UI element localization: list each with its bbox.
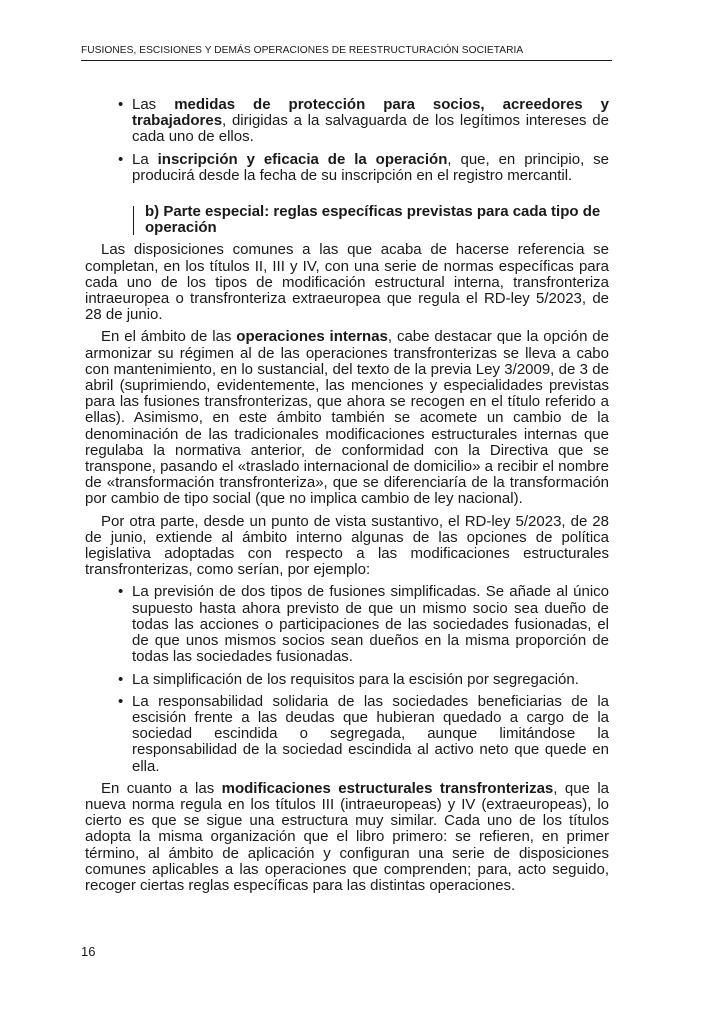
paragraph-2 xyxy=(85,329,609,507)
paragraph-emphasis: modificaciones estructurales transfronterizas xyxy=(221,779,554,797)
running-header: FUSIONES, ESCISIONES Y DEMÁS OPERACIONES DE REESTRUCTURACIÓN SOCIETARIA xyxy=(81,45,524,56)
list-item-text: La simplificación de los requisitos para la escisión por segregación. xyxy=(132,670,579,688)
list-item-emphasis: inscripción y eficacia de la operación xyxy=(157,150,448,168)
list-item xyxy=(85,694,609,775)
paragraph-4 xyxy=(85,781,609,894)
heading-bar xyxy=(133,206,134,235)
list-item-text: La previsión de dos tipos de fusiones simplificadas. Se añade al único supuesto hasta ahora previsto de que un mismo socio sea dueño de todas las acciones o participaciones de las sociedades fusionadas, el de que unos mismos socios sean dueños en la misma proporción de todas las sociedades fusionadas. xyxy=(132,583,609,666)
examples-list xyxy=(85,584,609,774)
section-heading xyxy=(133,204,609,236)
bullet-icon: • xyxy=(118,583,124,601)
list-item xyxy=(85,584,609,665)
list-item xyxy=(85,152,609,184)
paragraph-text: En cuanto a las xyxy=(101,779,222,797)
bullet-icon: • xyxy=(118,150,124,168)
list-item-text: , que, en principio, se producirá desde la fecha de su inscripción en el registro mercantil. xyxy=(132,150,610,184)
bullet-icon: • xyxy=(118,96,124,113)
paragraph-1: Las disposiciones comunes a las que acaba de hacerse referencia se completan, en los títulos II, III y IV, con una serie de normas específicas para cada uno de los tipos de modificación estructural interna, transfronteriza intraeuropea o transfronteriza extraeuropea que regula el RD-ley 5/2023, de 28 de junio. xyxy=(85,241,609,324)
bullet-icon: • xyxy=(118,692,124,710)
paragraph-3: Por otra parte, desde un punto de vista sustantivo, el RD-ley 5/2023, de 28 de junio, extiende al ámbito interno algunas de las opciones de política legislativa adoptadas con respecto a las modificaciones estructurales transfronterizas, como serían, por ejemplo: xyxy=(85,512,609,579)
paragraph-text: , cabe destacar que la opción de armonizar su régimen al de las operaciones transfronterizas se lleva a cabo con mantenimiento, en lo sustancial, del texto de la previa Ley 3/2009, de 3 de abril (suprimiendo, evidentemente, las menciones y especialidades previstas para las fusiones transfronterizas, que ahora se recogen en el título referido a ellas). Asimismo, en este ámbito también se acomete un cambio de la denominación de las tradicionales modificaciones estructurales internas que regulaba la normativa anterior, de conformidad con la Directiva que se transpone, pasando el «traslado internacional de domicilio» a recibir el nombre de «transformación transfronteriza», que se diferenciaría de la transformación por cambio de tipo social (que no implica cambio de ley nacional). xyxy=(85,328,609,508)
page-body xyxy=(85,97,609,894)
paragraph-text: En el ámbito de las xyxy=(101,328,237,346)
list-item-emphasis: medidas de protección para socios, acreedores y trabajadores xyxy=(132,96,609,130)
section-heading-text: b) Parte especial: reglas específicas previstas para cada tipo de operación xyxy=(145,203,601,237)
intro-list xyxy=(85,97,609,184)
list-item xyxy=(85,97,609,146)
list-item-text: La responsabilidad solidaria de las sociedades beneficiarias de la escisión frente a las deudas que hubieran quedado a cargo de la sociedad escindida o segregada, aunque limitándose la responsabilidad de la sociedad escindida al activo neto que quede en ella. xyxy=(132,692,609,775)
list-item-text: La xyxy=(132,150,158,168)
paragraph-emphasis: operaciones internas xyxy=(236,328,388,346)
bullet-icon: • xyxy=(118,670,124,688)
header-rule xyxy=(81,60,612,61)
page-number: 16 xyxy=(81,944,96,959)
paragraph-text: , que la nueva norma regula en los títulos III (intraeuropeas) y IV (extraeuropeas), lo cierto es que se sigue una estructura muy similar. Cada uno de los títulos adopta la misma organización que el libro primero: se refieren, en primer término, al ámbito de aplicación y configuran una serie de disposiciones comunes aplicables a las operaciones que comprenden; para, acto seguido, recoger ciertas reglas específicas para las distintas operaciones. xyxy=(85,779,609,894)
list-item-text: , dirigidas a la salvaguarda de los legítimos intereses de cada uno de ellos. xyxy=(132,112,609,146)
list-item xyxy=(85,672,609,688)
list-item-text: Las xyxy=(132,96,175,113)
